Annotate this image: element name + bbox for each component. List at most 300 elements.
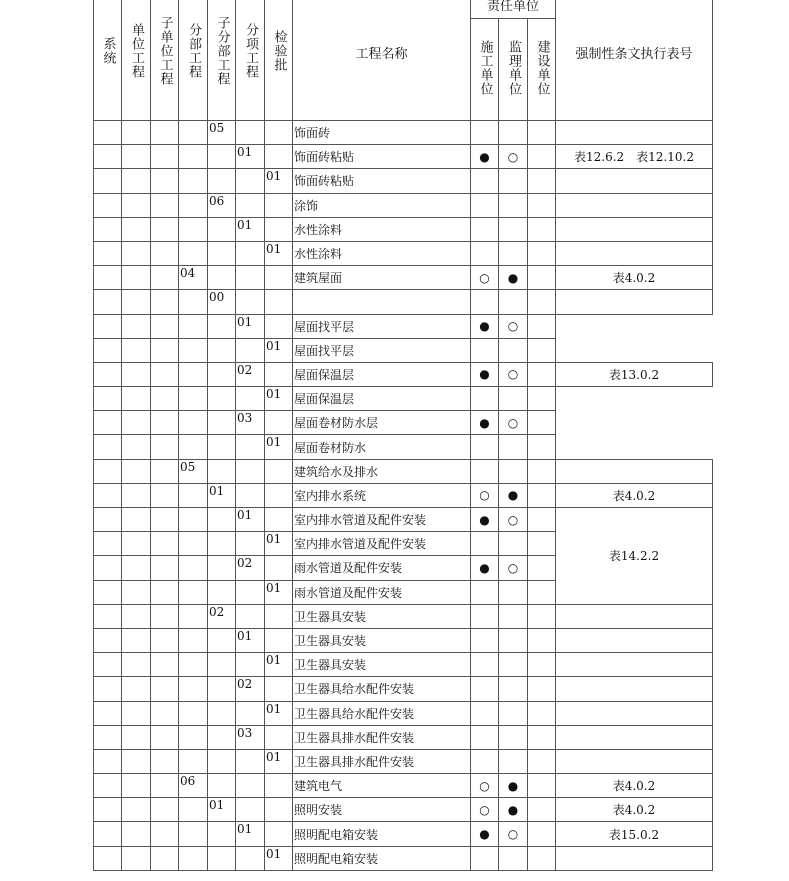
cell-division [179, 145, 208, 169]
header-division [179, 0, 208, 121]
cell-construction-mark [471, 338, 499, 362]
cell-system [94, 387, 122, 411]
cell-system [94, 749, 122, 773]
cell-inspection-lot: 01 [265, 749, 293, 773]
cell-sub-item [236, 701, 265, 725]
cell-sub-unit-project [151, 266, 179, 290]
cell-system [94, 701, 122, 725]
cell-system [94, 725, 122, 749]
cell-supervision-mark [499, 459, 528, 483]
cell-division [179, 435, 208, 459]
cell-system [94, 604, 122, 628]
cell-unit-project [122, 677, 151, 701]
cell-sub-unit-project [151, 121, 179, 145]
cell-division [179, 217, 208, 241]
header-unit-project [122, 0, 151, 121]
cell-inspection-lot [265, 822, 293, 846]
cell-project-name: 饰面砖 [293, 121, 471, 145]
cell-project-name: 照明安装 [293, 798, 471, 822]
cell-division [179, 241, 208, 265]
cell-division [179, 749, 208, 773]
cell-sub-unit-project [151, 701, 179, 725]
cell-construction-mark [471, 121, 499, 145]
cell-project-name: 室内排水系统 [293, 483, 471, 507]
cell-project-name: 建筑电气 [293, 774, 471, 798]
cell-division [179, 532, 208, 556]
cell-supervision-mark: ● [499, 483, 528, 507]
cell-construction-mark: ● [471, 145, 499, 169]
table-row [94, 411, 713, 435]
cell-owner-mark [528, 266, 556, 290]
cell-supervision-mark [499, 435, 528, 459]
cell-sub-unit-project [151, 508, 179, 532]
cell-mandatory-table-ref [556, 725, 713, 749]
cell-sub-division [208, 266, 236, 290]
cell-mandatory-table-ref [556, 628, 713, 652]
cell-sub-unit-project [151, 338, 179, 362]
table-row [94, 266, 713, 290]
cell-sub-division [208, 362, 236, 386]
header-supervision-unit [499, 19, 528, 121]
cell-supervision-mark [499, 290, 528, 314]
cell-sub-division [208, 822, 236, 846]
cell-division [179, 483, 208, 507]
cell-mandatory-table-ref: 表4.0.2 [556, 483, 713, 507]
cell-sub-unit-project [151, 314, 179, 338]
cell-unit-project [122, 725, 151, 749]
header-sub-unit-project [151, 0, 179, 121]
header-inspection-lot [265, 0, 293, 121]
table-row [94, 314, 713, 338]
cell-division [179, 314, 208, 338]
cell-sub-division: 01 [208, 798, 236, 822]
cell-system [94, 532, 122, 556]
cell-project-name: 饰面砖粘贴 [293, 169, 471, 193]
cell-sub-division [208, 338, 236, 362]
cell-system [94, 459, 122, 483]
table-row [94, 241, 713, 265]
cell-sub-item [236, 290, 265, 314]
cell-supervision-mark [499, 725, 528, 749]
header-unit-project-text: 单位工程 [129, 22, 144, 79]
cell-division: 06 [179, 774, 208, 798]
cell-supervision-mark: ○ [499, 508, 528, 532]
cell-system [94, 580, 122, 604]
cell-division [179, 725, 208, 749]
header-mandatory-table: 强制性条文执行表号 [556, 0, 713, 121]
cell-division [179, 121, 208, 145]
cell-supervision-mark [499, 169, 528, 193]
cell-unit-project [122, 580, 151, 604]
cell-unit-project [122, 846, 151, 870]
table-row [94, 628, 713, 652]
cell-division [179, 193, 208, 217]
cell-project-name: 卫生器具排水配件安装 [293, 725, 471, 749]
cell-sub-item [236, 604, 265, 628]
table-body [94, 121, 713, 871]
cell-construction-mark [471, 290, 499, 314]
cell-sub-unit-project [151, 532, 179, 556]
cell-sub-item [236, 266, 265, 290]
cell-construction-mark [471, 217, 499, 241]
header-sub-division-text: 子分部工程 [214, 15, 230, 86]
table-row [94, 725, 713, 749]
cell-supervision-mark [499, 677, 528, 701]
cell-unit-project [122, 822, 151, 846]
cell-mandatory-table-ref [556, 604, 713, 628]
cell-construction-mark [471, 653, 499, 677]
cell-system [94, 435, 122, 459]
cell-owner-mark [528, 677, 556, 701]
cell-inspection-lot [265, 145, 293, 169]
cell-system [94, 483, 122, 507]
cell-project-name: 屋面保温层 [293, 387, 471, 411]
cell-sub-unit-project [151, 798, 179, 822]
cell-system [94, 846, 122, 870]
cell-sub-item [236, 169, 265, 193]
cell-inspection-lot: 01 [265, 653, 293, 677]
cell-unit-project [122, 217, 151, 241]
table-row [94, 459, 713, 483]
cell-inspection-lot: 01 [265, 846, 293, 870]
cell-mandatory-table-ref: 表15.0.2 [556, 822, 713, 846]
cell-sub-division [208, 217, 236, 241]
cell-sub-unit-project [151, 290, 179, 314]
cell-mandatory-table-ref [556, 459, 713, 483]
table-row [94, 290, 713, 314]
cell-unit-project [122, 508, 151, 532]
cell-sub-unit-project [151, 459, 179, 483]
cell-inspection-lot: 01 [265, 241, 293, 265]
cell-system [94, 653, 122, 677]
cell-project-name [293, 290, 471, 314]
cell-supervision-mark [499, 701, 528, 725]
cell-supervision-mark [499, 121, 528, 145]
cell-sub-unit-project [151, 822, 179, 846]
cell-division [179, 798, 208, 822]
cell-unit-project [122, 483, 151, 507]
cell-mandatory-table-ref [556, 846, 713, 870]
cell-supervision-mark: ○ [499, 411, 528, 435]
cell-unit-project [122, 411, 151, 435]
cell-inspection-lot [265, 121, 293, 145]
cell-construction-mark: ○ [471, 266, 499, 290]
header-sub-division [208, 0, 236, 121]
cell-unit-project [122, 701, 151, 725]
cell-sub-item [236, 193, 265, 217]
cell-owner-mark [528, 169, 556, 193]
cell-sub-item [236, 338, 265, 362]
cell-project-name: 建筑屋面 [293, 266, 471, 290]
cell-inspection-lot [265, 193, 293, 217]
cell-mandatory-table-ref: 表4.0.2 [556, 798, 713, 822]
cell-unit-project [122, 749, 151, 773]
cell-sub-division: 05 [208, 121, 236, 145]
cell-sub-division [208, 556, 236, 580]
cell-owner-mark [528, 508, 556, 532]
cell-sub-item: 02 [236, 556, 265, 580]
cell-system [94, 121, 122, 145]
cell-sub-division: 02 [208, 604, 236, 628]
cell-owner-mark [528, 338, 556, 362]
cell-unit-project [122, 241, 151, 265]
cell-project-name: 卫生器具给水配件安装 [293, 701, 471, 725]
cell-system [94, 822, 122, 846]
cell-supervision-mark: ○ [499, 362, 528, 386]
cell-unit-project [122, 121, 151, 145]
cell-unit-project [122, 362, 151, 386]
cell-supervision-mark [499, 387, 528, 411]
cell-owner-mark [528, 411, 556, 435]
cell-construction-mark: ○ [471, 798, 499, 822]
cell-project-name: 卫生器具排水配件安装 [293, 749, 471, 773]
cell-division [179, 677, 208, 701]
cell-sub-item [236, 121, 265, 145]
cell-sub-unit-project [151, 604, 179, 628]
cell-system [94, 217, 122, 241]
cell-sub-unit-project [151, 241, 179, 265]
table-row [94, 677, 713, 701]
cell-sub-division [208, 701, 236, 725]
cell-construction-mark [471, 749, 499, 773]
cell-system [94, 241, 122, 265]
cell-owner-mark [528, 701, 556, 725]
cell-supervision-mark [499, 338, 528, 362]
cell-sub-item [236, 580, 265, 604]
cell-owner-mark [528, 121, 556, 145]
cell-division [179, 604, 208, 628]
cell-construction-mark [471, 701, 499, 725]
cell-sub-division: 00 [208, 290, 236, 314]
cell-sub-division [208, 387, 236, 411]
cell-sub-unit-project [151, 217, 179, 241]
cell-inspection-lot: 01 [265, 701, 293, 725]
cell-supervision-mark [499, 193, 528, 217]
cell-division [179, 290, 208, 314]
cell-division [179, 338, 208, 362]
cell-owner-mark [528, 532, 556, 556]
cell-inspection-lot [265, 362, 293, 386]
cell-sub-division [208, 628, 236, 652]
cell-sub-division [208, 314, 236, 338]
cell-sub-division: 06 [208, 193, 236, 217]
cell-sub-item: 02 [236, 677, 265, 701]
cell-mandatory-table-ref [556, 169, 713, 193]
cell-system [94, 338, 122, 362]
cell-owner-mark [528, 314, 556, 338]
cell-construction-mark [471, 628, 499, 652]
cell-sub-item [236, 653, 265, 677]
cell-unit-project [122, 387, 151, 411]
cell-inspection-lot [265, 556, 293, 580]
cell-division [179, 580, 208, 604]
cell-sub-unit-project [151, 193, 179, 217]
table-row [94, 604, 713, 628]
table-row [94, 822, 713, 846]
table-row [94, 749, 713, 773]
cell-supervision-mark: ○ [499, 556, 528, 580]
cell-project-name: 屋面找平层 [293, 338, 471, 362]
header-construction-unit [471, 19, 499, 121]
cell-owner-mark [528, 580, 556, 604]
cell-sub-division [208, 653, 236, 677]
header-inspection-lot-text: 检验批 [271, 29, 287, 72]
cell-system [94, 266, 122, 290]
cell-sub-division [208, 435, 236, 459]
cell-construction-mark: ● [471, 556, 499, 580]
cell-construction-mark [471, 459, 499, 483]
cell-sub-item: 01 [236, 508, 265, 532]
cell-sub-unit-project [151, 483, 179, 507]
cell-sub-unit-project [151, 387, 179, 411]
cell-owner-mark [528, 774, 556, 798]
cell-project-name: 屋面保温层 [293, 362, 471, 386]
cell-sub-item: 03 [236, 411, 265, 435]
table-row [94, 121, 713, 145]
cell-sub-item: 02 [236, 362, 265, 386]
cell-sub-item [236, 749, 265, 773]
cell-unit-project [122, 169, 151, 193]
cell-supervision-mark: ● [499, 798, 528, 822]
header-owner-unit [528, 19, 556, 121]
cell-system [94, 314, 122, 338]
cell-sub-division [208, 169, 236, 193]
cell-system [94, 290, 122, 314]
header-sub-item [236, 0, 265, 121]
cell-sub-division [208, 459, 236, 483]
cell-division [179, 411, 208, 435]
cell-project-name: 饰面砖粘贴 [293, 145, 471, 169]
cell-sub-item: 01 [236, 314, 265, 338]
cell-division [179, 362, 208, 386]
cell-supervision-mark: ● [499, 774, 528, 798]
cell-system [94, 411, 122, 435]
cell-project-name: 雨水管道及配件安装 [293, 580, 471, 604]
table-row [94, 846, 713, 870]
cell-unit-project [122, 628, 151, 652]
cell-division [179, 822, 208, 846]
cell-sub-division: 01 [208, 483, 236, 507]
cell-project-name: 水性涂料 [293, 217, 471, 241]
cell-inspection-lot: 01 [265, 338, 293, 362]
cell-project-name: 室内排水管道及配件安装 [293, 508, 471, 532]
cell-mandatory-table-ref: 表12.6.2 表12.10.2 [556, 145, 713, 169]
header-sub-unit-project-text: 子单位工程 [157, 15, 173, 86]
cell-sub-item: 03 [236, 725, 265, 749]
cell-sub-unit-project [151, 628, 179, 652]
header-project-name: 工程名称 [293, 0, 471, 121]
cell-mandatory-table-ref: 表14.2.2 [556, 508, 713, 605]
cell-sub-division [208, 774, 236, 798]
table-row [94, 798, 713, 822]
cell-system [94, 193, 122, 217]
cell-owner-mark [528, 725, 556, 749]
cell-supervision-mark: ○ [499, 314, 528, 338]
cell-inspection-lot [265, 628, 293, 652]
cell-sub-item: 01 [236, 628, 265, 652]
cell-construction-mark [471, 677, 499, 701]
cell-division [179, 701, 208, 725]
cell-mandatory-table-ref [556, 653, 713, 677]
cell-sub-unit-project [151, 774, 179, 798]
cell-sub-division [208, 241, 236, 265]
cell-inspection-lot [265, 411, 293, 435]
cell-sub-item: 01 [236, 822, 265, 846]
cell-owner-mark [528, 145, 556, 169]
header-supervision-unit-text: 监理单位 [506, 39, 521, 96]
cell-project-name: 卫生器具给水配件安装 [293, 677, 471, 701]
cell-sub-division [208, 145, 236, 169]
cell-sub-unit-project [151, 653, 179, 677]
cell-inspection-lot: 01 [265, 169, 293, 193]
cell-construction-mark [471, 580, 499, 604]
cell-construction-mark: ○ [471, 483, 499, 507]
cell-inspection-lot: 01 [265, 435, 293, 459]
cell-sub-division [208, 677, 236, 701]
cell-division [179, 846, 208, 870]
cell-sub-unit-project [151, 677, 179, 701]
cell-system [94, 556, 122, 580]
cell-unit-project [122, 290, 151, 314]
cell-supervision-mark [499, 241, 528, 265]
cell-sub-division [208, 411, 236, 435]
cell-supervision-mark [499, 604, 528, 628]
cell-unit-project [122, 604, 151, 628]
cell-unit-project [122, 556, 151, 580]
cell-mandatory-table-ref [556, 217, 713, 241]
cell-sub-division [208, 846, 236, 870]
cell-sub-unit-project [151, 556, 179, 580]
cell-sub-item [236, 532, 265, 556]
table-row [94, 774, 713, 798]
cell-inspection-lot [265, 604, 293, 628]
cell-division [179, 169, 208, 193]
cell-project-name: 水性涂料 [293, 241, 471, 265]
cell-owner-mark [528, 604, 556, 628]
cell-system [94, 169, 122, 193]
cell-sub-unit-project [151, 725, 179, 749]
cell-owner-mark [528, 798, 556, 822]
cell-supervision-mark [499, 846, 528, 870]
project-division-table [93, 0, 713, 871]
cell-supervision-mark [499, 749, 528, 773]
header-sub-item-text: 分项工程 [243, 22, 258, 79]
cell-sub-item [236, 387, 265, 411]
header-owner-unit-text: 建设单位 [534, 39, 550, 96]
cell-mandatory-table-ref: 表4.0.2 [556, 774, 713, 798]
cell-owner-mark [528, 193, 556, 217]
cell-system [94, 677, 122, 701]
cell-owner-mark [528, 362, 556, 386]
cell-mandatory-table-ref [556, 121, 713, 145]
cell-supervision-mark [499, 653, 528, 677]
cell-supervision-mark [499, 532, 528, 556]
cell-sub-item [236, 774, 265, 798]
cell-unit-project [122, 435, 151, 459]
cell-owner-mark [528, 241, 556, 265]
cell-sub-item: 01 [236, 217, 265, 241]
cell-sub-division [208, 749, 236, 773]
cell-system [94, 145, 122, 169]
table-row [94, 217, 713, 241]
cell-division [179, 628, 208, 652]
header-system [94, 0, 122, 121]
cell-system [94, 774, 122, 798]
cell-sub-division [208, 725, 236, 749]
cell-sub-unit-project [151, 169, 179, 193]
cell-project-name: 卫生器具安装 [293, 604, 471, 628]
cell-mandatory-table-ref [556, 241, 713, 265]
